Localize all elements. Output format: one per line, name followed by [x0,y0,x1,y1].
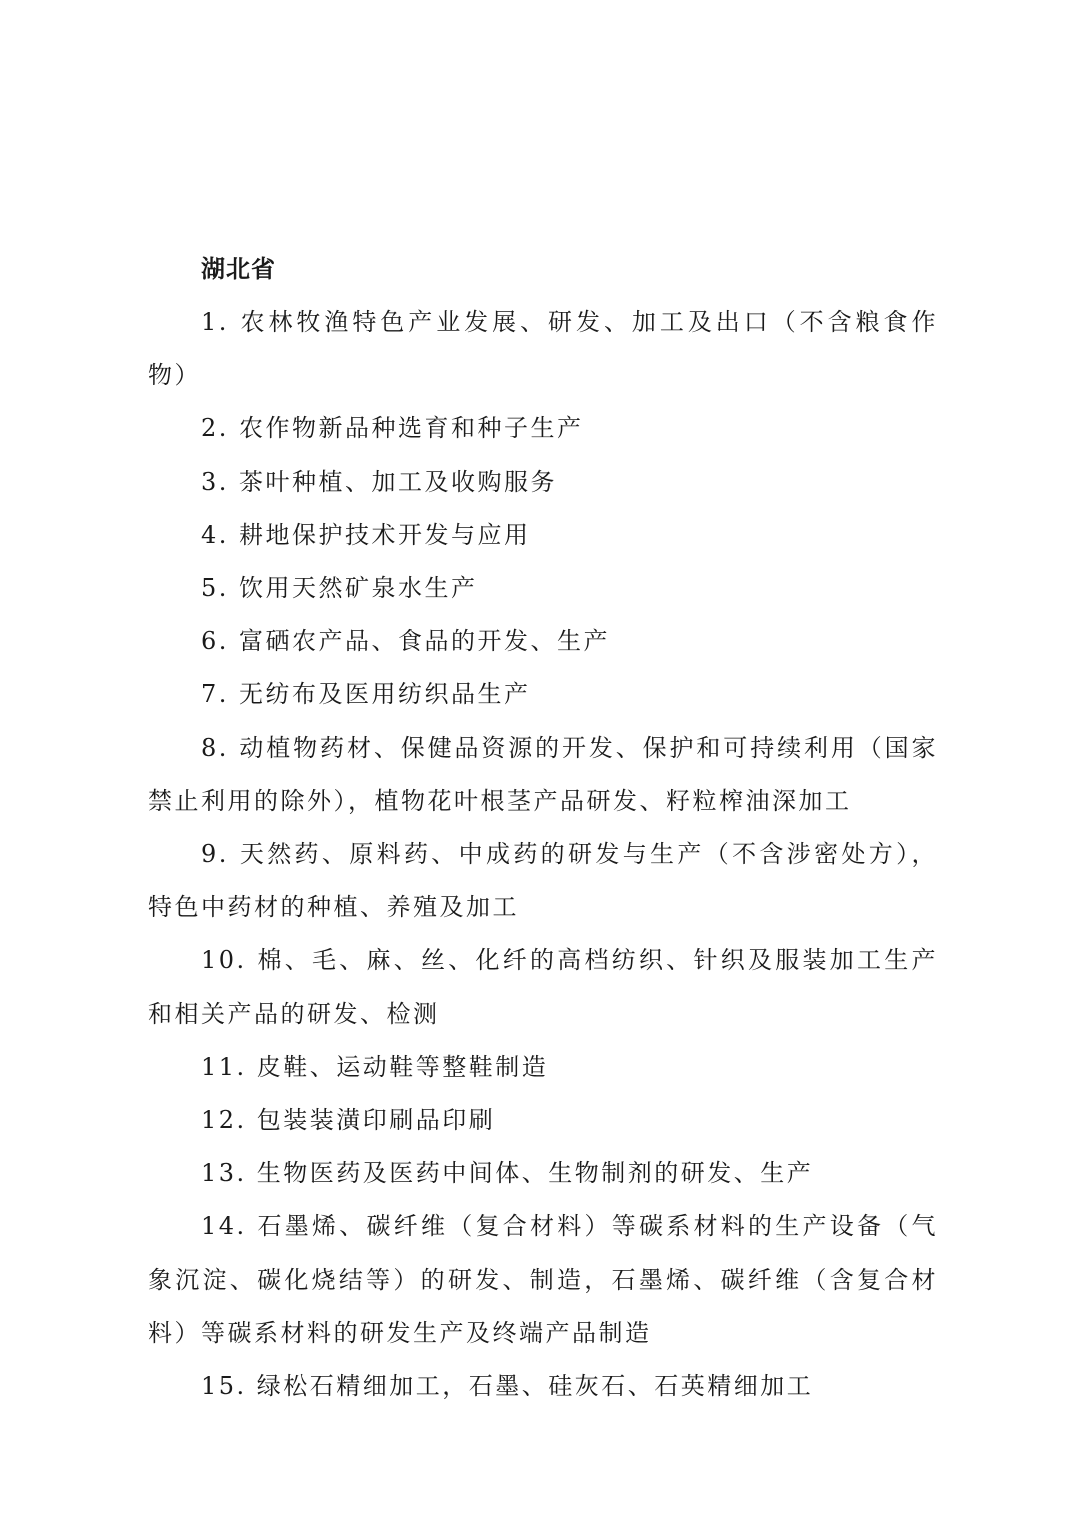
document-page [148,243,938,1413]
list-item: 2. 农作物新品种选育和种子生产 [201,414,584,443]
list-item: 7. 无纺布及医用纺织品生产 [201,680,531,709]
list-item: 9. 天然药、原料药、中成药的研发与生产（不含涉密处方），特色中药材的种植、养殖及加工 [148,840,938,922]
list-item: 13. 生物医药及医药中间体、生物制剂的研发、生产 [201,1159,814,1188]
list-item: 10. 棉、毛、麻、丝、化纤的高档纺织、针织及服装加工生产和相关产品的研发、检测 [148,946,938,1028]
list-item: 15. 绿松石精细加工，石墨、硅灰石、石英精细加工 [201,1372,814,1401]
list-item: 11. 皮鞋、运动鞋等整鞋制造 [201,1052,549,1081]
list-item: 3. 茶叶种植、加工及收购服务 [201,467,558,496]
industry-list [148,296,938,1413]
list-item: 1. 农林牧渔特色产业发展、研发、加工及出口（不含粮食作物） [148,308,938,390]
section-heading: 湖北省 [201,255,276,283]
list-item: 14. 石墨烯、碳纤维（复合材料）等碳系材料的生产设备（气象沉淀、碳化烧结等）的研发、制造，石墨烯、碳纤维（含复合材料）等碳系材料的研发生产及终端产品制造 [148,1212,938,1347]
list-item: 8. 动植物药材、保健品资源的开发、保护和可持续利用（国家禁止利用的除外），植物花叶根茎产品研发、籽粒榨油深加工 [148,733,938,815]
list-item: 4. 耕地保护技术开发与应用 [201,520,531,549]
list-item: 6. 富硒农产品、食品的开发、生产 [201,627,611,656]
list-item: 12. 包装装潢印刷品印刷 [201,1106,496,1135]
list-item: 5. 饮用天然矿泉水生产 [201,574,478,603]
